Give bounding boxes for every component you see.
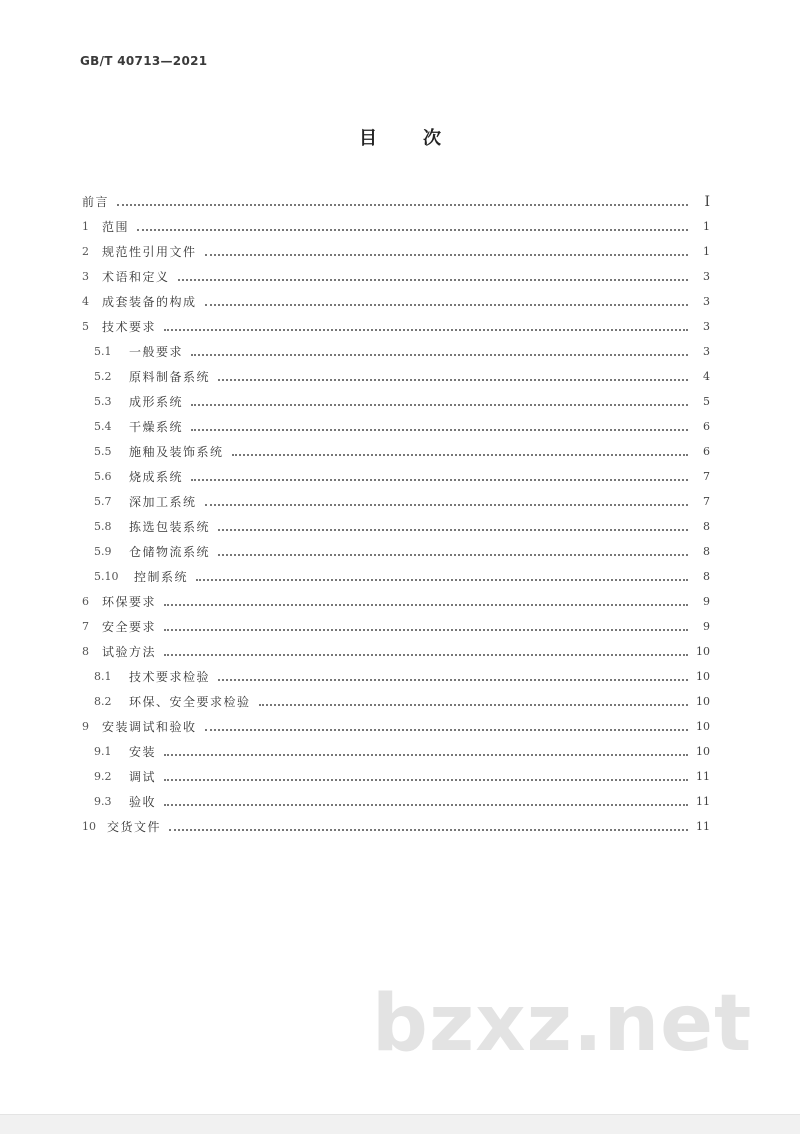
toc-entry[interactable] [82,814,710,839]
toc-entry-number: 8.1 [94,670,112,683]
toc-entry-number: 5 [82,320,89,333]
toc-entry-number: 5.9 [94,545,112,558]
dot-leader [191,353,688,356]
toc-subentry[interactable] [82,564,710,589]
toc-entry-number: 5.7 [94,495,112,508]
toc-entry-label: 原料制备系统 [129,370,211,384]
dot-leader [259,703,688,706]
toc-subentry[interactable] [82,739,710,764]
dot-leader [205,728,688,731]
dot-leader [218,678,688,681]
toc-entry-page: 4 [703,370,710,383]
standard-code: GB/T 40713—2021 [80,54,208,68]
toc-subentry[interactable] [82,464,710,489]
toc-entry-number: 5.5 [94,445,112,458]
toc-entry-page: 11 [696,820,710,833]
toc-entry-label: 控制系统 [134,570,189,584]
toc-entry-page: 7 [703,470,710,483]
toc-subentry[interactable] [82,764,710,789]
toc-subentry[interactable] [82,339,710,364]
toc-entry[interactable] [82,714,710,739]
toc-entry-preface[interactable] [82,189,710,214]
toc-entry[interactable] [82,614,710,639]
toc-entry-number: 5.3 [94,395,112,408]
table-of-contents [82,189,710,839]
toc-subentry[interactable] [82,514,710,539]
toc-entry-number: 8 [82,645,89,658]
toc-entry-page: 3 [703,295,710,308]
toc-entry-page: I [704,193,710,210]
dot-leader [137,228,688,231]
toc-entry-label: 试验方法 [102,645,157,659]
toc-entry-number: 5.1 [94,345,112,358]
toc-entry[interactable] [82,639,710,664]
toc-entry-page: 10 [696,695,710,708]
toc-entry-number: 1 [82,220,89,233]
toc-entry-page: 11 [696,795,710,808]
toc-subentry[interactable] [82,539,710,564]
dot-leader [205,303,688,306]
toc-entry-label: 安全要求 [102,620,157,634]
toc-entry-label: 调试 [129,770,157,784]
dot-leader [205,253,688,256]
toc-entry-label: 干燥系统 [129,420,184,434]
toc-entry-page: 5 [703,395,710,408]
toc-entry-label: 术语和定义 [102,270,170,284]
toc-entry-page: 10 [696,670,710,683]
toc-entry-page: 10 [696,745,710,758]
dot-leader [164,653,688,656]
dot-leader [232,453,688,456]
toc-entry-page: 6 [703,420,710,433]
toc-entry[interactable] [82,214,710,239]
toc-entry[interactable] [82,264,710,289]
toc-entry[interactable] [82,589,710,614]
dot-leader [205,503,688,506]
toc-entry-page: 8 [703,570,710,583]
dot-leader [164,753,688,756]
toc-subentry[interactable] [82,439,710,464]
toc-entry-label: 技术要求 [102,320,157,334]
dot-leader [218,528,688,531]
toc-entry-number: 4 [82,295,89,308]
toc-entry-label: 拣选包装系统 [129,520,211,534]
toc-entry-label: 施釉及装饰系统 [129,445,224,459]
toc-entry-page: 9 [703,620,710,633]
dot-leader [191,428,688,431]
toc-entry[interactable] [82,314,710,339]
toc-entry-page: 10 [696,645,710,658]
toc-entry-label: 环保、安全要求检验 [129,695,251,709]
toc-entry-page: 3 [703,320,710,333]
toc-entry-page: 3 [703,270,710,283]
toc-entry-page: 10 [696,720,710,733]
toc-entry-label: 规范性引用文件 [102,245,197,259]
toc-subentry[interactable] [82,664,710,689]
dot-leader [218,378,688,381]
toc-entry-number: 10 [82,820,96,833]
toc-entry-number: 8.2 [94,695,112,708]
dot-leader [164,803,688,806]
toc-entry-number: 9 [82,720,89,733]
toc-entry-label: 安装 [129,745,157,759]
toc-entry-number: 3 [82,270,89,283]
page-title [0,124,800,150]
toc-entry-number: 9.1 [94,745,112,758]
toc-entry-page: 1 [703,220,710,233]
toc-entry-number: 5.10 [94,570,119,583]
toc-subentry[interactable] [82,789,710,814]
toc-entry[interactable] [82,239,710,264]
toc-entry-label: 范围 [102,220,130,234]
toc-entry-number: 9.3 [94,795,112,808]
toc-entry-label: 验收 [129,795,157,809]
dot-leader [178,278,688,281]
page-bottom-edge [0,1114,800,1134]
toc-entry-number: 5.2 [94,370,112,383]
toc-entry-label: 仓储物流系统 [129,545,211,559]
dot-leader [164,328,688,331]
dot-leader [169,828,688,831]
toc-entry-label: 烧成系统 [129,470,184,484]
toc-entry-label: 安装调试和验收 [102,720,197,734]
toc-entry-number: 9.2 [94,770,112,783]
dot-leader [191,478,688,481]
toc-entry-page: 9 [703,595,710,608]
toc-subentry[interactable] [82,414,710,439]
title-char-2: 次 [423,128,441,149]
toc-entry-label: 前言 [82,195,110,209]
toc-entry-label: 技术要求检验 [129,670,211,684]
toc-entry[interactable] [82,289,710,314]
toc-entry-page: 11 [696,770,710,783]
toc-subentry[interactable] [82,489,710,514]
watermark-text: bzxz.net [372,979,753,1069]
toc-subentry[interactable] [82,689,710,714]
toc-entry-number: 7 [82,620,89,633]
toc-entry-label: 一般要求 [129,345,184,359]
toc-entry-number: 5.4 [94,420,112,433]
toc-entry-number: 6 [82,595,89,608]
dot-leader [117,203,688,206]
toc-entry-page: 7 [703,495,710,508]
toc-entry-number: 2 [82,245,89,258]
toc-subentry[interactable] [82,389,710,414]
toc-entry-page: 8 [703,520,710,533]
toc-entry-label: 成形系统 [129,395,184,409]
title-char-1: 目 [359,128,377,149]
toc-entry-page: 6 [703,445,710,458]
dot-leader [196,578,688,581]
dot-leader [218,553,688,556]
toc-entry-number: 5.6 [94,470,112,483]
toc-subentry[interactable] [82,364,710,389]
toc-entry-label: 交货文件 [107,820,162,834]
dot-leader [164,778,688,781]
toc-entry-label: 环保要求 [102,595,157,609]
toc-entry-label: 深加工系统 [129,495,197,509]
toc-entry-number: 5.8 [94,520,112,533]
toc-entry-page: 1 [703,245,710,258]
dot-leader [164,603,688,606]
toc-entry-label: 成套装备的构成 [102,295,197,309]
dot-leader [191,403,688,406]
toc-entry-page: 3 [703,345,710,358]
dot-leader [164,628,688,631]
toc-entry-page: 8 [703,545,710,558]
